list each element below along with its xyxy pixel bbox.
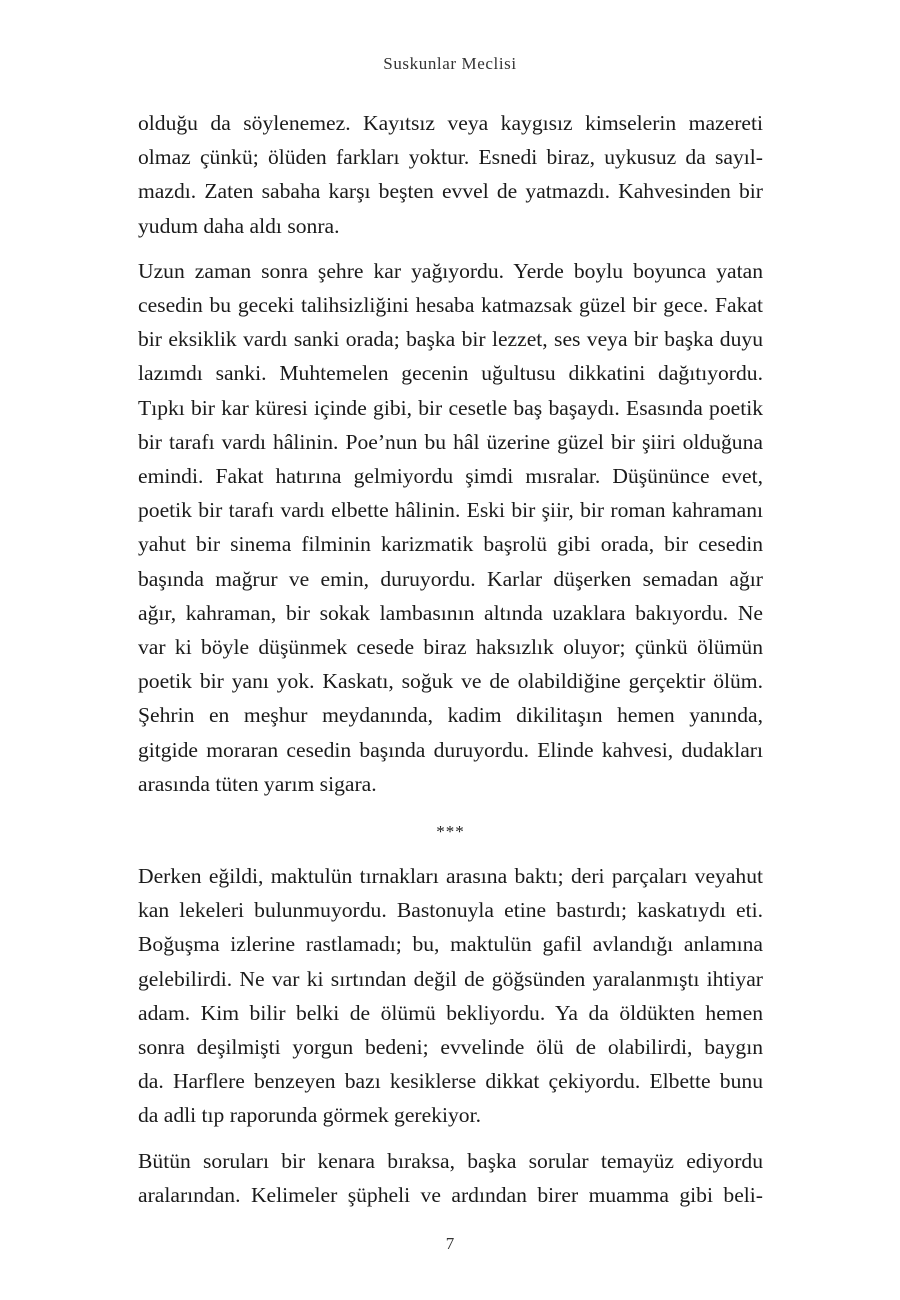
text-line: Derken eğildi, maktulün tırnakları arasına baktı; deri parçaları veyahut <box>138 864 763 889</box>
paragraph <box>138 859 763 1133</box>
text-line: Şehrin en meşhur meydanında, kadim dikilitaşın hemen yanında, <box>138 703 763 728</box>
text-line: Uzun zaman sonra şehre kar yağıyordu. Yerde boylu boyunca yatan <box>138 258 763 283</box>
text-line: kan lekeleri bulunmuyordu. Bastonuyla etine bastırdı; kaskatıydı eti. <box>138 898 763 923</box>
text-line: olmaz çünkü; ölüden farkları yoktur. Esnedi biraz, uykusuz da sayıl- <box>138 145 763 170</box>
body-text <box>138 106 763 1212</box>
text-line: bir eksiklik vardı sanki orada; başka bir lezzet, ses veya bir başka duyu <box>138 327 763 352</box>
text-line: mazdı. Zaten sabaha karşı beşten evvel de yatmazdı. Kahvesinden bir <box>138 179 763 204</box>
text-line: poetik bir yanı yok. Kaskatı, soğuk ve de olabildiğine gerçektir ölüm. <box>138 669 763 694</box>
paragraph <box>138 254 763 801</box>
text-line: da. Harflere benzeyen bazı kesiklerse dikkat çekiyordu. Elbette bunu <box>138 1069 763 1094</box>
text-before-separator <box>138 106 763 801</box>
text-line: olduğu da söylenemez. Kayıtsız veya kaygısız kimselerin mazereti <box>138 111 763 135</box>
page-number: 7 <box>445 1234 455 1253</box>
text-line: gelebilirdi. Ne var ki sırtından değil de göğsünden yaralanmıştı ihtiyar <box>138 966 763 991</box>
paragraph <box>138 1144 763 1212</box>
text-line: emindi. Fakat hatırına gelmiyordu şimdi mısralar. Düşününce evet, <box>138 464 763 489</box>
section-separator: *** <box>436 822 465 842</box>
text-line: aralarından. Kelimeler şüpheli ve ardından birer muamma gibi beli- <box>138 1182 763 1207</box>
text-after-separator <box>138 859 763 1212</box>
text-line: yudum daha aldı sonra. <box>138 213 340 238</box>
text-line: arasında tüten yarım sigara. <box>138 771 377 796</box>
text-line: da adli tıp raporunda görmek gerekiyor. <box>138 1103 481 1128</box>
paragraph <box>138 106 763 243</box>
text-line: adam. Kim bilir belki de ölümü bekliyordu. Ya da öldükten hemen <box>138 1000 763 1025</box>
text-line: Bütün soruları bir kenara bıraksa, başka sorular temayüz ediyordu <box>138 1148 763 1173</box>
text-line: yahut bir sinema filminin karizmatik başrolü gibi orada, bir cesedin <box>138 532 763 557</box>
text-line: gitgide moraran cesedin başında duruyordu. Elinde kahvesi, dudakları <box>138 737 763 762</box>
text-line: bir tarafı vardı hâlinin. Poe’nun bu hâl üzerine güzel bir şiiri olduğuna <box>138 429 763 454</box>
text-line: sonra deşilmişti yorgun bedeni; evvelinde ölü de olabilirdi, baygın <box>138 1035 763 1060</box>
text-line: başında mağrur ve emin, duruyordu. Karlar düşerken semadan ağır <box>138 566 763 591</box>
text-line: cesedin bu geceki talihsizliğini hesaba katmazsak güzel bir gece. Fakat <box>138 293 763 318</box>
text-line: Tıpkı bir kar küresi içinde gibi, bir cesetle baş başaydı. Esasında poetik <box>138 395 763 420</box>
text-line: lazımdı sanki. Muhtemelen gecenin uğultusu dikkatini dağıtıyordu. <box>138 361 763 386</box>
text-line: ağır, kahraman, bir sokak lambasının altında uzaklara bakıyordu. Ne <box>138 600 763 625</box>
running-header: Suskunlar Meclisi <box>383 54 517 73</box>
text-line: Boğuşma izlerine rastlamadı; bu, maktulün gafil avlandığı anlamına <box>138 932 763 957</box>
text-line: var ki böyle düşünmek cesede biraz haksızlık oluyor; çünkü ölümün <box>138 635 763 660</box>
text-line: poetik bir tarafı vardı elbette hâlinin. Eski bir şiir, bir roman kahramanı <box>138 498 763 523</box>
